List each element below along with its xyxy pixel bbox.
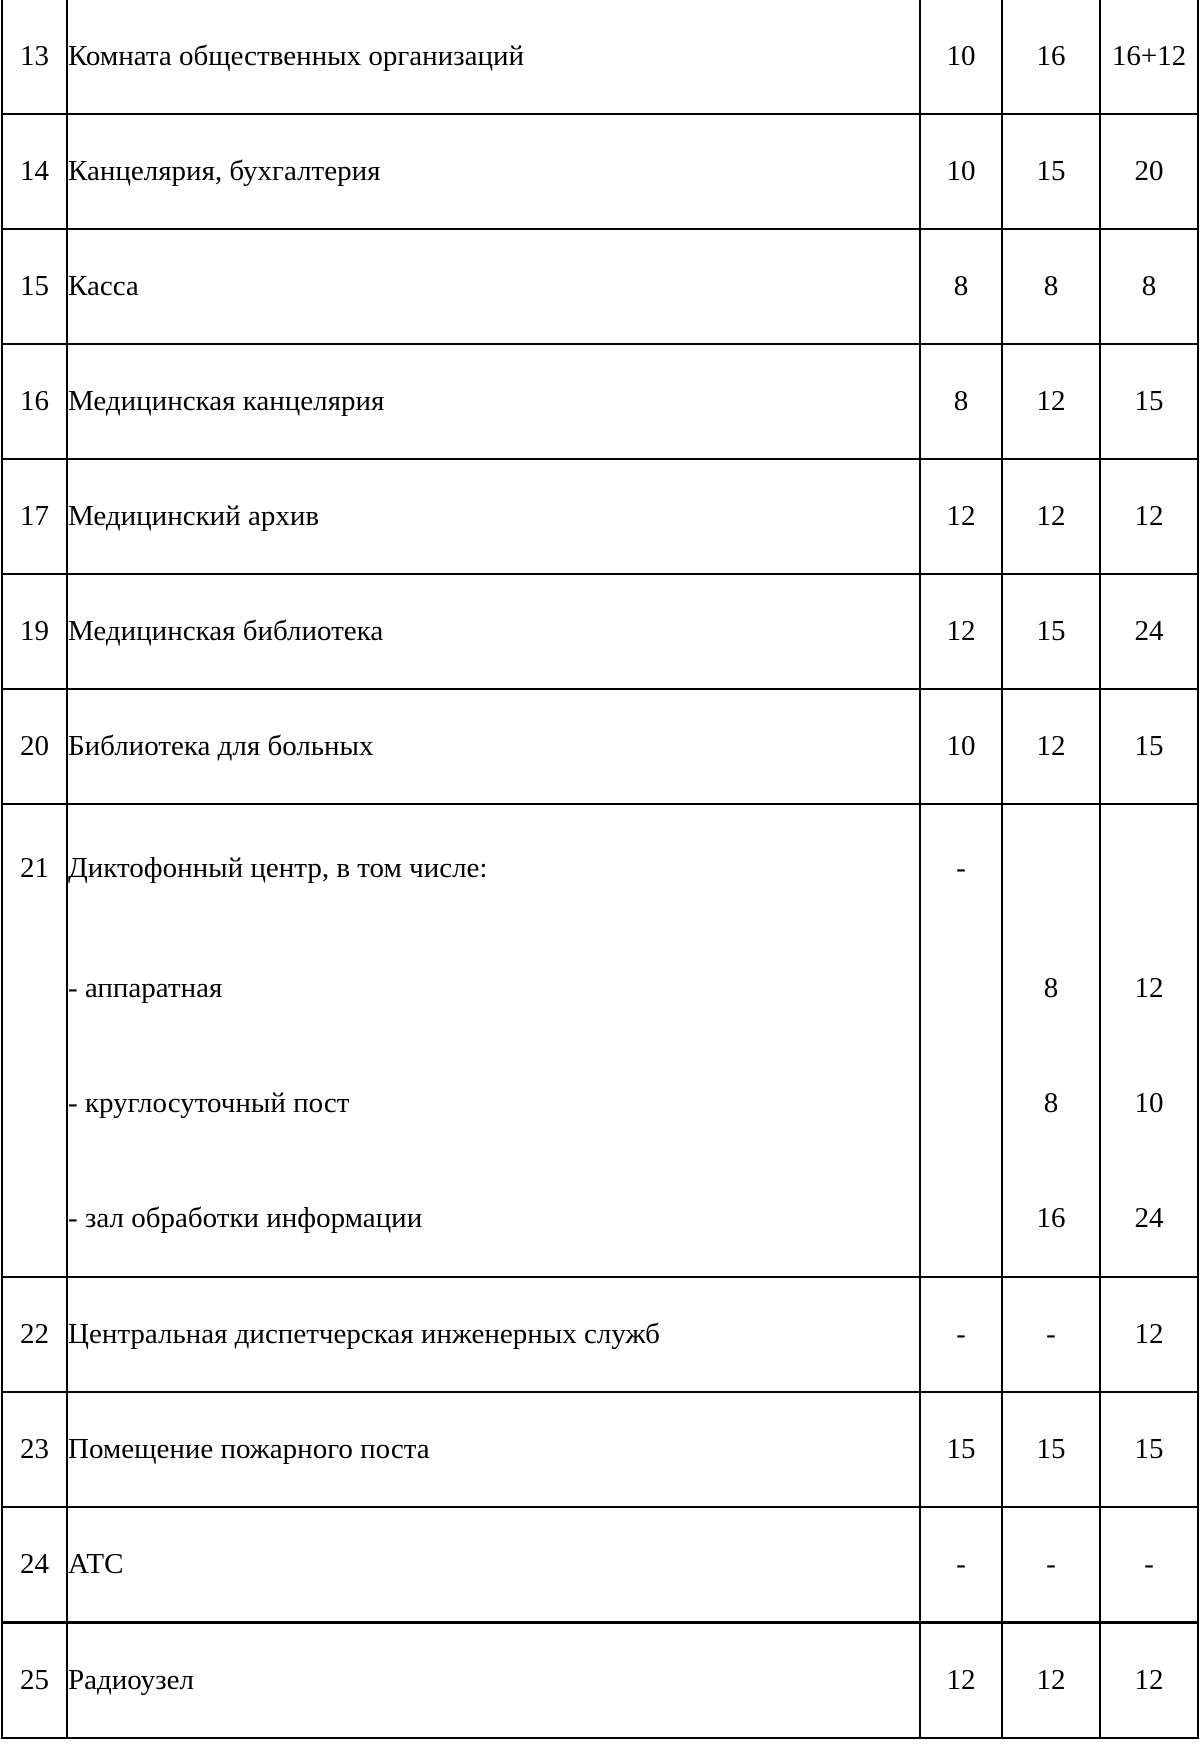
value-col-3: 15 [1100, 689, 1198, 804]
value-col-3: 12 [1100, 1277, 1198, 1392]
room-name: Радиоузел [67, 1623, 920, 1739]
value-col-2: 15 [1002, 574, 1100, 689]
value-col-1-cell [920, 804, 1002, 1277]
room-name: Медицинская библиотека [67, 574, 920, 689]
row-number: 17 [2, 459, 67, 574]
room-name: Медицинский архив [67, 459, 920, 574]
value-col-3: 24 [1100, 574, 1198, 689]
row-number: 16 [2, 344, 67, 459]
room-name: Помещение пожарного поста [67, 1392, 920, 1507]
value-col-2: 12 [1002, 1623, 1100, 1739]
table-row [2, 344, 1198, 459]
table-row [2, 1277, 1198, 1392]
table-row [2, 689, 1198, 804]
value-col-3: 15 [1100, 344, 1198, 459]
table-row [2, 1507, 1198, 1623]
value-col-2: 12 [1002, 689, 1100, 804]
table-row [2, 459, 1198, 574]
value-col-1: 12 [920, 574, 1002, 689]
value-col-1: 8 [920, 229, 1002, 344]
subitem-value-col-2: 8 [1043, 972, 1059, 1004]
row-number-cell [2, 804, 67, 1277]
value-col-1: 10 [920, 0, 1002, 114]
value-col-2: 8 [1002, 229, 1100, 344]
row-number: 20 [2, 689, 67, 804]
room-name: Касса [67, 229, 920, 344]
value-col-2: 15 [1002, 114, 1100, 229]
row-number: 25 [2, 1623, 67, 1739]
value-col-1: 12 [920, 1623, 1002, 1739]
value-col-1: 15 [920, 1392, 1002, 1507]
subitem-value-col-2: 8 [1043, 1087, 1059, 1119]
table-row [2, 229, 1198, 344]
value-col-3: 20 [1100, 114, 1198, 229]
table-row [2, 1392, 1198, 1507]
value-col-2: 12 [1002, 459, 1100, 574]
subitem-name: - аппаратная [68, 972, 223, 1004]
value-col-2: - [1002, 1277, 1100, 1392]
row-number: 14 [2, 114, 67, 229]
subitem-name: - зал обработки информации [68, 1202, 423, 1234]
room-name: Диктофонный центр, в том числе: [68, 851, 488, 884]
room-name: Комната общественных организаций [67, 0, 920, 114]
value-col-2: - [1002, 1507, 1100, 1623]
subitem-name: - круглосуточный пост [68, 1087, 350, 1119]
row-number: 21 [20, 851, 49, 884]
value-col-1: 8 [920, 344, 1002, 459]
value-col-1: 10 [920, 114, 1002, 229]
row-number: 23 [2, 1392, 67, 1507]
value-col-2: 16 [1002, 0, 1100, 114]
row-number: 19 [2, 574, 67, 689]
table-row [2, 574, 1198, 689]
room-name: Медицинская канцелярия [67, 344, 920, 459]
table-row-dictaphone-center [2, 804, 1198, 1277]
table-row [2, 114, 1198, 229]
value-col-1: - [920, 1277, 1002, 1392]
value-col-3: 15 [1100, 1392, 1198, 1507]
value-col-3-cell [1100, 804, 1198, 1277]
row-number: 24 [2, 1507, 67, 1623]
room-area-table [1, 0, 1199, 1739]
room-name: Библиотека для больных [67, 689, 920, 804]
subitem-value-col-2: 16 [1036, 1202, 1066, 1234]
value-col-2: 12 [1002, 344, 1100, 459]
value-col-1: - [956, 851, 966, 884]
value-col-3: - [1100, 1507, 1198, 1623]
room-name: Канцелярия, бухгалтерия [67, 114, 920, 229]
value-col-1: - [920, 1507, 1002, 1623]
row-number: 13 [2, 0, 67, 114]
value-col-2: 15 [1002, 1392, 1100, 1507]
value-col-3: 12 [1100, 1623, 1198, 1739]
room-name: АТС [67, 1507, 920, 1623]
value-col-3: 8 [1100, 229, 1198, 344]
value-col-1: 12 [920, 459, 1002, 574]
value-col-3: 16+12 [1100, 0, 1198, 114]
subitem-value-col-3: 24 [1134, 1202, 1164, 1234]
value-col-1: 10 [920, 689, 1002, 804]
row-number: 15 [2, 229, 67, 344]
value-col-2-cell [1002, 804, 1100, 1277]
subitem-value-col-3: 12 [1134, 972, 1164, 1004]
subitem-value-col-3: 10 [1134, 1087, 1164, 1119]
row-number: 22 [2, 1277, 67, 1392]
room-name: Центральная диспетчерская инженерных служб [67, 1277, 920, 1392]
table-row [2, 0, 1198, 114]
room-name-cell [67, 804, 920, 1277]
value-col-3: 12 [1100, 459, 1198, 574]
table-row [2, 1623, 1198, 1739]
